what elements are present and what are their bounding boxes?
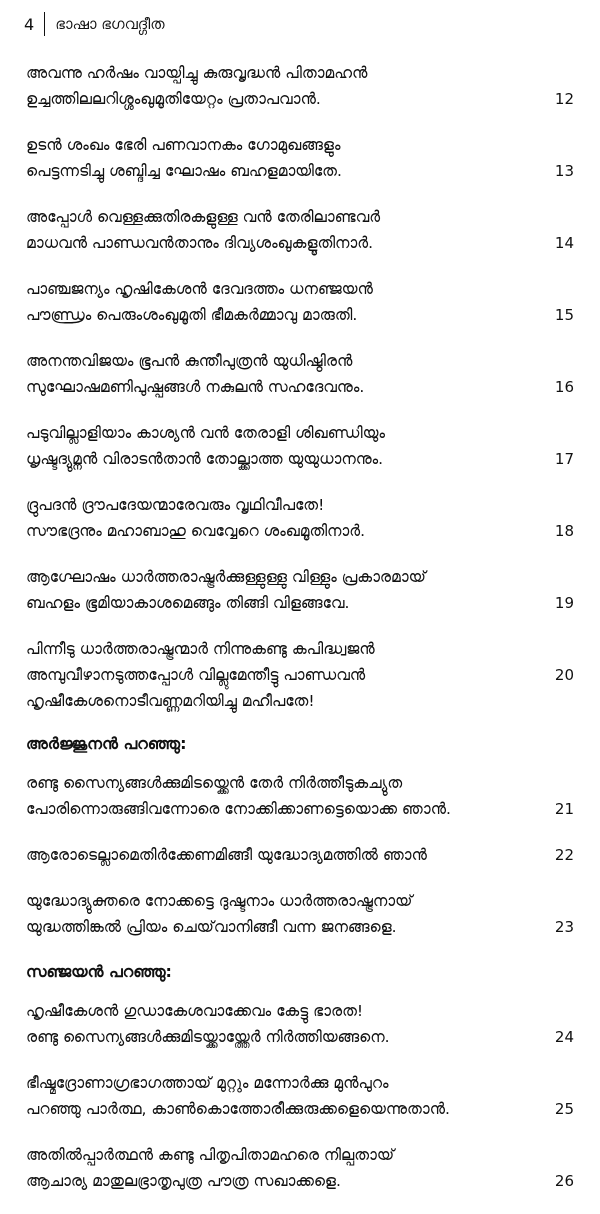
book-title: ഭാഷാ ഭഗവദ്ഗീത <box>55 15 165 33</box>
verse-12 <box>26 60 574 112</box>
verse-number: 20 <box>554 666 574 684</box>
verse-line: പെട്ടന്നടിച്ചു ശബ്ദിച്ച ഘോഷം ബഹളമായിതേ. <box>26 162 342 180</box>
verse-number: 19 <box>554 594 574 612</box>
verse-line: ആഗ്ഘോഷം ധാർത്തരാഷ്ട്രർക്കുള്ളുള്ളു വിള്ളും പ്രകാരമായ് <box>26 568 426 586</box>
page-number: 4 <box>24 14 35 34</box>
verse-26 <box>26 1142 574 1194</box>
verse-text <box>26 770 451 822</box>
verse-22 <box>26 842 574 868</box>
verse-line: പടുവില്ലാളിയാം കാശ്യൻ വൻ തേരാളി ശിഖണ്ഡിയും <box>26 424 385 442</box>
verse-text <box>26 998 390 1050</box>
verse-number: 23 <box>554 918 574 936</box>
verse-21 <box>26 770 574 822</box>
verse-text <box>26 132 342 184</box>
verse-line: അതിൽപ്പാർത്ഥൻ കണ്ടു പിതൃപിതാമഹരെ നില്പതായ് <box>26 1146 395 1164</box>
verse-line: രണ്ടു സൈന്യങ്ങൾക്കുമിടയ്ക്കായ്ത്തേർ നിർത്തിയങ്ങനെ. <box>26 1028 390 1046</box>
verse-line: പറഞ്ഞു പാർത്ഥ, കാൺകൊത്തോരീക്കുരുക്കളെയെന്നുതാൻ. <box>26 1100 450 1118</box>
verse-number: 17 <box>554 450 574 468</box>
verse-text <box>26 1070 450 1122</box>
verse-line: ആരോടെല്ലാമെതിർക്കേണമിങ്ങീ യുദ്ധോദ്യമത്തിൽ ഞാൻ <box>26 846 427 864</box>
verse-line: ആചാര്യ മാതുലഭ്രാതൃപുത്ര പൗത്ര സഖാക്കളെ. <box>26 1172 341 1190</box>
verse-number: 13 <box>554 162 574 180</box>
verse-14 <box>26 204 574 256</box>
verse-number: 12 <box>554 90 574 108</box>
verse-line: അമ്പുവീഴാനടുത്തപ്പോൾ വില്ലുമേന്തീട്ടു പാണ്ഡവൻ <box>26 666 366 684</box>
verse-text <box>26 204 380 256</box>
verse-text <box>26 564 426 616</box>
verse-line: ധൃഷ്ടദ്യുമ്നൻ വിരാടൻതാൻ തോല്ക്കാത്ത യുയുധാനനും. <box>26 450 384 468</box>
verse-text <box>26 276 373 328</box>
verse-line: ഉടൻ ശംഖം ഭേരി പണവാനകം ഗോമുഖങ്ങളും <box>26 136 341 154</box>
verse-line: ഹൃഷീകേശൻ ഗുഡാകേശവാക്കേവം കേട്ടു ഭാരത! <box>26 1002 364 1020</box>
verse-line: ദ്രുപദൻ ദ്രൗപദേയന്മാരേവരും വൃഥിവീപതേ! <box>26 496 325 514</box>
verse-line: അപ്പോൾ വെള്ളക്കുതിരകളുള്ള വൻ തേരിലാണ്ടവർ <box>26 208 381 226</box>
verse-line: യുദ്ധോദ്യുക്തരെ നോക്കട്ടെ ദുഷ്ടനാം ധാർത്തരാഷ്ട്രനായ് <box>26 892 413 910</box>
verse-text <box>26 60 367 112</box>
verse-15 <box>26 276 574 328</box>
verse-number: 25 <box>554 1100 574 1118</box>
verse-number: 18 <box>554 522 574 540</box>
verse-23 <box>26 888 574 940</box>
verse-line: സൗഭദ്രനും മഹാബാഹു വെവ്വേറെ ശംഖമൂതിനാർ. <box>26 522 366 540</box>
verse-24 <box>26 998 574 1050</box>
verse-number: 16 <box>554 378 574 396</box>
verse-25 <box>26 1070 574 1122</box>
verse-17 <box>26 420 574 472</box>
verse-line: മാധവൻ പാണ്ഡവൻതാനും ദിവ്യശംഖുകളൂതിനാർ. <box>26 234 374 252</box>
verse-19 <box>26 564 574 616</box>
verse-text <box>26 636 375 714</box>
page-header <box>24 12 165 36</box>
verse-13 <box>26 132 574 184</box>
verse-line: അനന്തവിജയം ഭൂപൻ കുന്തീപുത്രൻ യുധിഷ്ഠിരൻ <box>26 352 353 370</box>
verse-number: 26 <box>554 1172 574 1190</box>
verse-line: രണ്ടു സൈന്യങ്ങൾക്കുമിടയ്ക്കെൻ തേർ നിർത്തീടുകച്യുത <box>26 774 403 792</box>
verse-text <box>26 1142 394 1194</box>
speaker-heading-sanjaya: സഞ്ജയൻ പറഞ്ഞു: <box>26 962 172 981</box>
verse-list <box>26 60 574 1214</box>
verse-line: ബഹളം ഭൂമിയാകാശമെങ്ങും തിങ്ങി വിളങ്ങവേ. <box>26 594 350 612</box>
verse-line: യുദ്ധത്തിങ്കൽ പ്രിയം ചെയ്‌വാനിങ്ങീ വന്ന ജനങ്ങളെ. <box>26 918 397 936</box>
verse-number: 21 <box>554 800 574 818</box>
verse-text <box>26 888 412 940</box>
verse-text <box>26 348 364 400</box>
verse-text <box>26 492 365 544</box>
speaker-heading-arjuna: അർജ്ജുനൻ പറഞ്ഞു: <box>26 734 187 753</box>
verse-line: പിന്നീടു ധാർത്തരാഷ്ട്രന്മാർ നിന്നുകണ്ടു കപിദ്ധ്വജൻ <box>26 640 375 658</box>
header-divider <box>44 12 45 36</box>
verse-line: ഭീഷ്മദ്രോണാഗ്രഭാഗത്തായ് മുറ്റും മന്നോർക്കു മുൻപുറം <box>26 1074 389 1092</box>
verse-text <box>26 420 385 472</box>
verse-line: പൗണ്ഡ്രം പെരുംശംഖുമൂതി ഭീമകർമ്മാവു മാരുതി. <box>26 306 358 324</box>
verse-16 <box>26 348 574 400</box>
verse-line: ഹൃഷീകേശനൊടീവണ്ണമറിയിച്ചു മഹീപതേ! <box>26 692 315 710</box>
verse-number: 22 <box>554 846 574 864</box>
verse-line: പോരിന്നൊരുങ്ങിവന്നോരെ നോക്കിക്കാണട്ടെയൊക്ക ഞാൻ. <box>26 800 451 818</box>
verse-text <box>26 842 427 868</box>
verse-line: അവന്നു ഹർഷം വായ്പിച്ചു കുരുവൃദ്ധൻ പിതാമഹൻ <box>26 64 368 82</box>
verse-18 <box>26 492 574 544</box>
verse-20 <box>26 636 574 714</box>
verse-number: 14 <box>554 234 574 252</box>
verse-line: പാഞ്ചജന്യം ഹൃഷികേശൻ ദേവദത്തം ധനഞ്ജയൻ <box>26 280 373 298</box>
verse-number: 15 <box>554 306 574 324</box>
verse-line: സുഘോഷമണിപുഷ്പങ്ങൾ നകുലൻ സഹദേവനും. <box>26 378 365 396</box>
verse-line: ഉച്ചത്തിലലറിശ്ശംഖുമൂതിയേറ്റം പ്രതാപവാൻ. <box>26 90 321 108</box>
verse-number: 24 <box>554 1028 574 1046</box>
